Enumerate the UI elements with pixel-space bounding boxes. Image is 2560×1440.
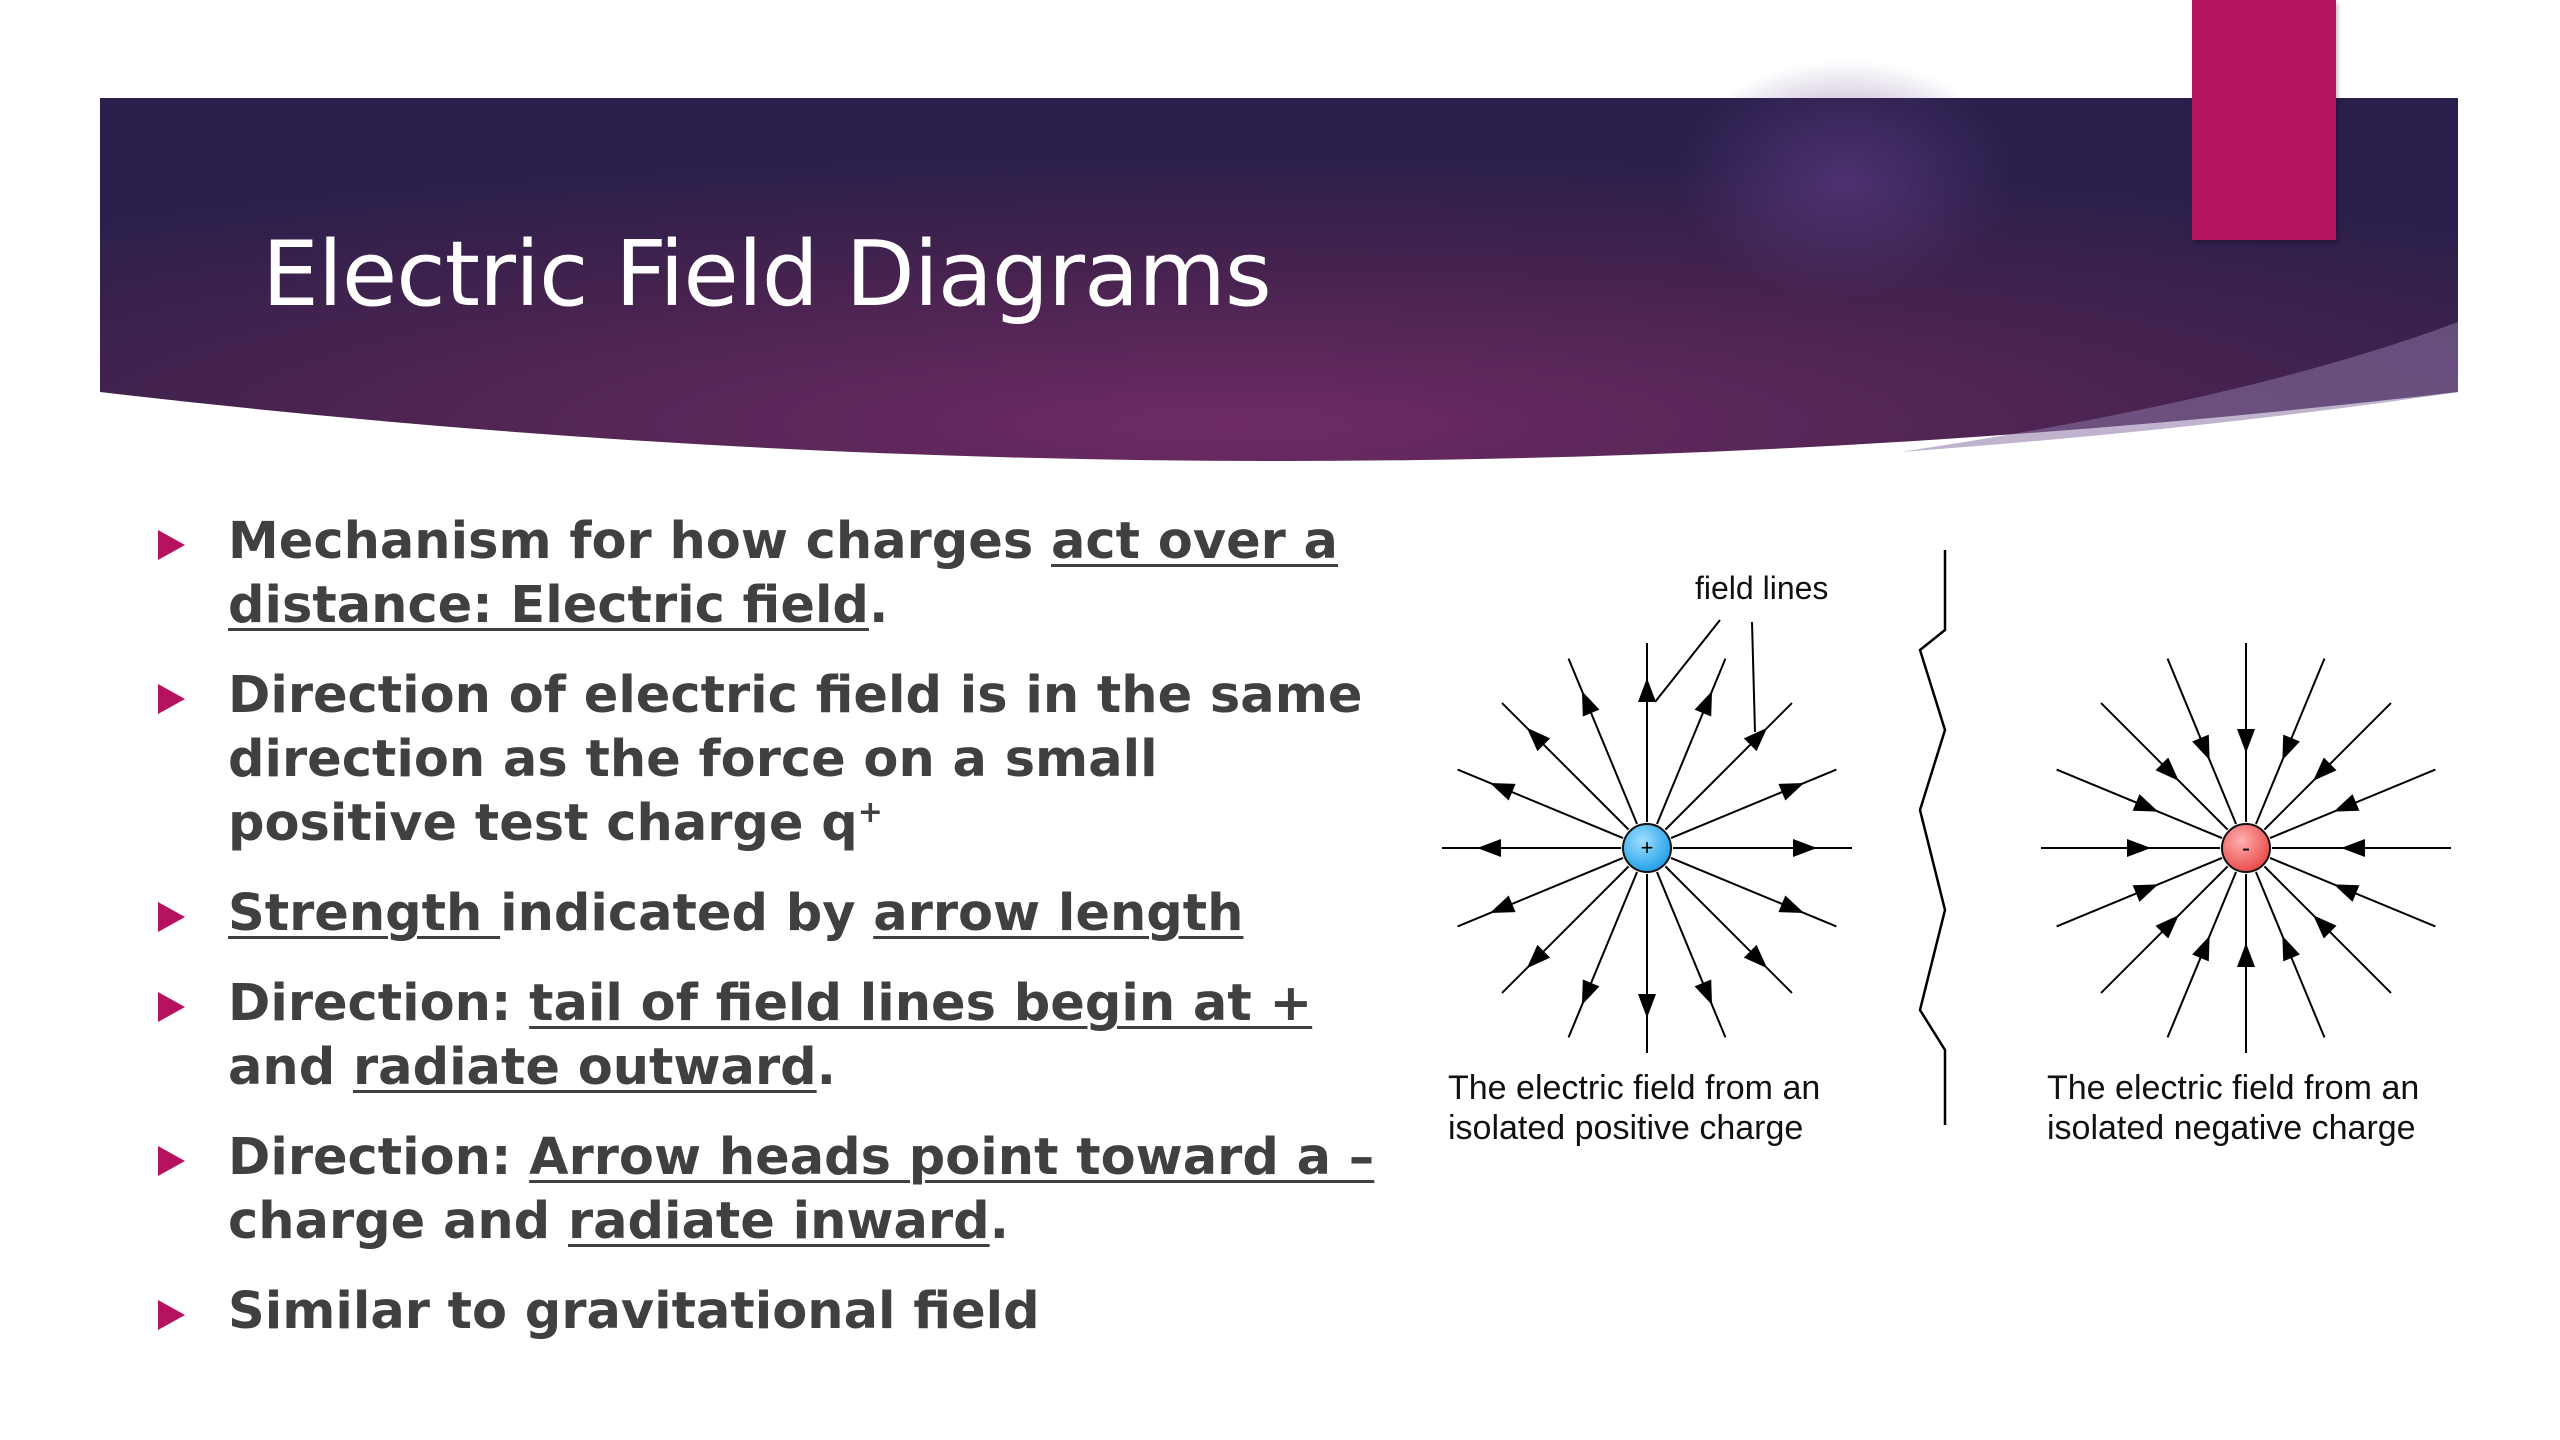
field-line: [1665, 703, 1792, 830]
bullet-arrow-icon: [158, 902, 185, 932]
outward-arrowhead: [1582, 979, 1599, 1005]
outward-arrowhead: [1778, 896, 1804, 913]
bullet-direction-inward: [150, 1126, 1390, 1254]
bullet-text: .: [868, 576, 889, 635]
bullet-text: .: [816, 1038, 836, 1097]
inward-arrowhead: [2133, 794, 2159, 811]
bullet-text-underlined: arrow length: [873, 884, 1244, 943]
field-line: [1502, 866, 1629, 993]
field-lines-pointer: [1655, 620, 1720, 702]
electric-field-diagram: [1400, 520, 2480, 1160]
bullet-direction-force: [150, 664, 1390, 856]
field-line: [1657, 659, 1726, 824]
bullet-text: and: [228, 1038, 353, 1097]
bullet-arrow-icon: [158, 992, 185, 1022]
inward-arrowhead: [2192, 735, 2209, 761]
outward-arrowhead: [1638, 994, 1656, 1018]
outward-arrowhead: [1695, 979, 1712, 1005]
caption-line: isolated negative charge: [2047, 1109, 2416, 1147]
field-lines-pointer: [1752, 622, 1755, 732]
field-line: [1671, 858, 1836, 927]
field-line: [1665, 866, 1792, 993]
bullet-text-underlined: Arrow heads point toward a –: [529, 1128, 1375, 1187]
bullet-mechanism: [150, 510, 1390, 638]
accent-tab: [2192, 0, 2336, 240]
bullet-arrow-icon: [158, 1146, 185, 1176]
bullet-strength: [150, 882, 1390, 946]
bullet-text-underlined: act over a distance: Electric field: [228, 512, 1338, 635]
inward-arrowhead: [2282, 735, 2299, 761]
divider-zigzag: [1920, 550, 1945, 1125]
outward-arrowhead: [1582, 691, 1599, 717]
outward-arrowhead: [1490, 783, 1516, 800]
bullet-text-underlined: radiate outward: [353, 1038, 817, 1097]
bullet-text: Similar to gravitational field: [228, 1282, 1040, 1341]
bullet-arrow-icon: [158, 684, 185, 714]
field-line: [1671, 770, 1836, 839]
outward-arrowhead: [1477, 839, 1501, 857]
bullet-gravitational: [150, 1280, 1390, 1344]
caption-line: isolated positive charge: [1448, 1109, 1804, 1147]
inward-arrowhead: [2282, 936, 2299, 962]
bullet-text: Direction:: [228, 1128, 530, 1187]
field-line: [1502, 703, 1629, 830]
positive-charge-symbol: +: [1640, 835, 1654, 860]
bullet-text-underlined: Strength: [228, 884, 501, 943]
negative-charge-symbol: -: [2242, 835, 2250, 862]
superscript-plus: +: [857, 795, 883, 830]
caption-line: The electric field from an: [2047, 1069, 2420, 1107]
field-lines-label: field lines: [1695, 570, 1829, 606]
outward-arrowhead: [1793, 839, 1817, 857]
outward-arrowhead: [1638, 678, 1656, 702]
bullet-text-underlined: tail of field lines begin at +: [529, 974, 1313, 1033]
negative-charge-caption: [2047, 1068, 2419, 1148]
positive-charge-caption: [1448, 1068, 1820, 1148]
inward-arrowhead: [2334, 794, 2360, 811]
inward-arrowhead: [2192, 936, 2209, 962]
bullet-text: Mechanism for how charges: [228, 512, 1051, 571]
field-line: [1569, 659, 1638, 824]
bullet-arrow-icon: [158, 530, 185, 560]
slide-title: Electric Field Diagrams: [262, 222, 1271, 327]
inward-arrowhead: [2341, 839, 2365, 857]
bullet-text: charge and: [228, 1192, 568, 1251]
field-line: [1458, 858, 1623, 927]
inward-arrowhead: [2133, 884, 2159, 901]
outward-arrowhead: [1778, 783, 1804, 800]
bullet-text: .: [989, 1192, 1009, 1251]
inward-arrowhead: [2237, 729, 2255, 753]
inward-arrowhead: [2127, 839, 2151, 857]
bullet-text-underlined: radiate inward: [567, 1192, 990, 1251]
outward-arrowhead: [1490, 896, 1516, 913]
bullet-text: Direction:: [228, 974, 530, 1033]
outward-arrowhead: [1695, 691, 1712, 717]
inward-arrowhead: [2237, 943, 2255, 967]
field-line: [1458, 770, 1623, 839]
bullet-text: indicated by: [500, 884, 874, 943]
inward-arrowhead: [2334, 884, 2360, 901]
field-line: [1569, 872, 1638, 1037]
bullet-list: [150, 510, 1390, 1370]
bullet-direction-outward: [150, 972, 1390, 1100]
field-line: [1657, 872, 1726, 1037]
bullet-arrow-icon: [158, 1300, 185, 1330]
bullet-text: Direction of electric field is in the same direction as the force on a small positive test charge q: [228, 666, 1363, 853]
caption-line: The electric field from an: [1448, 1069, 1821, 1107]
